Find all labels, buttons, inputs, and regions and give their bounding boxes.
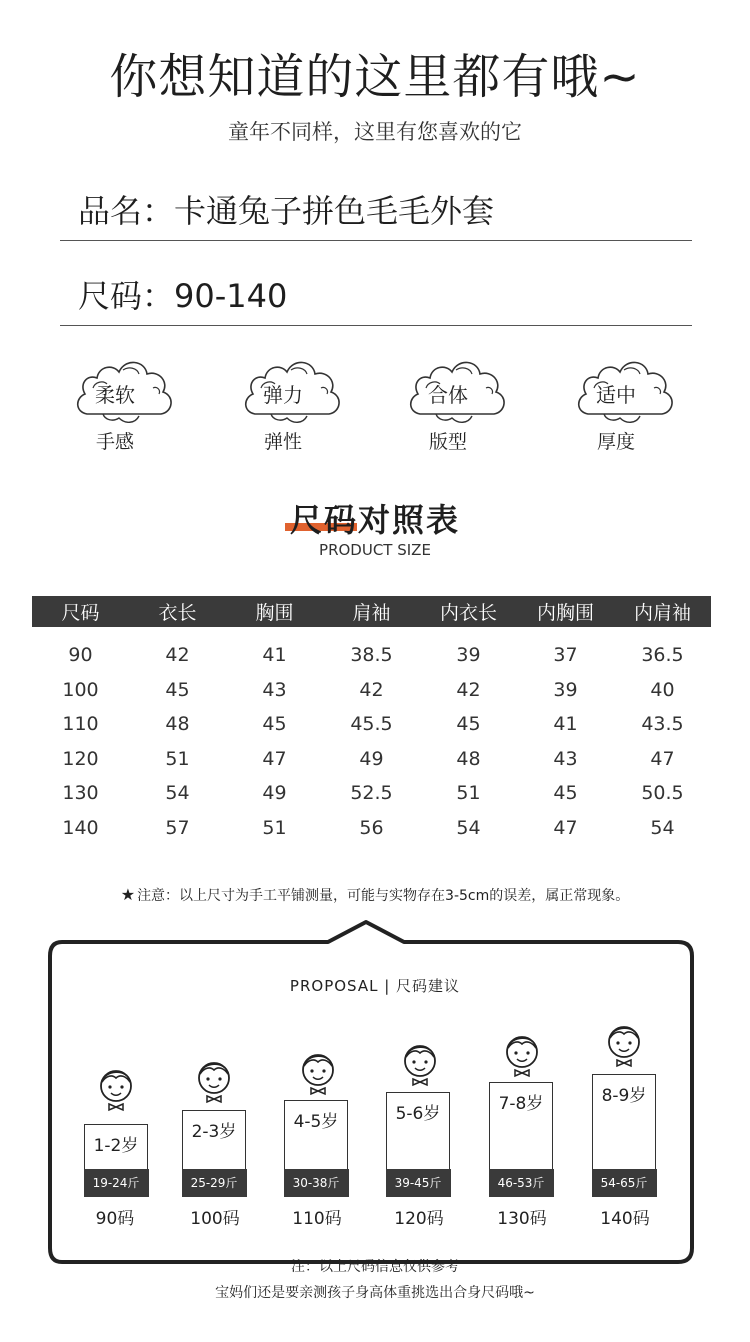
size-suggestion-130: [489, 1032, 555, 1196]
table-row: [32, 638, 711, 673]
weight-label: 54-65斤: [592, 1169, 657, 1197]
table-cell: 43: [262, 678, 287, 701]
size-code: 110码: [292, 1209, 342, 1229]
table-cell: 47: [553, 816, 578, 839]
child-icon: [604, 1022, 644, 1068]
size-suggestion-90: [84, 1066, 150, 1196]
weight-label: 25-29斤: [182, 1169, 247, 1197]
size-code: 90码: [95, 1209, 135, 1229]
table-cell: 52.5: [350, 782, 393, 805]
table-cell: 54: [650, 816, 675, 839]
age-box: [182, 1110, 246, 1196]
child-icon: [400, 1041, 440, 1087]
table-cell: 54: [165, 782, 190, 805]
column-header: 尺码: [32, 596, 129, 627]
size-code: 100码: [190, 1209, 240, 1229]
table-cell: 51: [262, 816, 287, 839]
star-icon: ★: [120, 885, 136, 904]
table-header-row: [32, 596, 711, 627]
product-name: 品名：卡通兔子拼色毛毛外套: [78, 192, 495, 230]
table-cell: 45.5: [350, 713, 393, 736]
table-cell: 50.5: [641, 782, 684, 805]
table-row: [32, 811, 711, 846]
table-cell: 110: [62, 713, 99, 736]
size-suggestion-110: [284, 1050, 350, 1196]
table-cell: 48: [165, 713, 190, 736]
table-cell: 54: [456, 816, 481, 839]
table-row: [32, 673, 711, 708]
size-code: 140码: [600, 1209, 650, 1229]
weight-label: 30-38斤: [284, 1169, 349, 1197]
table-cell: 100: [62, 678, 99, 701]
measurement-note: [0, 885, 750, 905]
table-cell: 56: [359, 816, 384, 839]
feature-softness: [73, 354, 183, 464]
table-cell: 39: [456, 644, 481, 667]
proposal-footnote: 注：以上尺码信息仅供参考: [291, 1259, 459, 1275]
age-label: 4-5岁: [293, 1112, 339, 1132]
feature-thickness: [574, 354, 684, 464]
feature-word: 弹力: [263, 383, 303, 407]
table-cell: 42: [359, 678, 384, 701]
size-suggestion-120: [386, 1041, 452, 1196]
feature-sub: 版型: [428, 431, 467, 453]
weight-label: 46-53斤: [489, 1169, 554, 1197]
age-label: 2-3岁: [191, 1122, 237, 1142]
proposal-title: PROPOSAL | 尺码建议: [289, 977, 461, 995]
table-cell: 49: [262, 782, 287, 805]
size-chart-subtitle: PRODUCT SIZE: [319, 541, 431, 559]
table-cell: 51: [456, 782, 481, 805]
age-box: [489, 1082, 553, 1196]
feature-fit: [406, 354, 516, 464]
feature-word: 合体: [428, 383, 468, 407]
table-cell: 45: [262, 713, 287, 736]
table-cell: 57: [165, 816, 190, 839]
product-name-row: [60, 182, 692, 241]
table-cell: 47: [262, 747, 287, 770]
page-subtitle: 童年不同样，这里有您喜欢的它: [228, 120, 522, 144]
table-row: [32, 707, 711, 742]
feature-elasticity: [241, 354, 351, 464]
table-cell: 39: [553, 678, 578, 701]
column-header: 内胸围: [517, 596, 614, 627]
table-cell: 38.5: [350, 644, 393, 667]
age-label: 1-2岁: [93, 1136, 139, 1156]
table-cell: 41: [553, 713, 578, 736]
measurement-note-text: 注意：以上尺寸为手工平铺测量，可能与实物存在3-5cm的误差，属正常现象。: [137, 888, 630, 904]
table-row: [32, 742, 711, 777]
weight-label: 19-24斤: [84, 1169, 149, 1197]
column-header: 内衣长: [420, 596, 517, 627]
age-box: [284, 1100, 348, 1196]
size-suggestion-100: [182, 1058, 248, 1196]
table-cell: 45: [456, 713, 481, 736]
table-cell: 130: [62, 782, 99, 805]
feature-word: 适中: [596, 383, 636, 407]
size-code: 130码: [497, 1209, 547, 1229]
table-cell: 48: [456, 747, 481, 770]
table-cell: 45: [553, 782, 578, 805]
page-title: 你想知道的这里都有哦~: [109, 49, 641, 105]
product-size: 尺码：90-140: [78, 277, 288, 315]
size-chart-title: 尺码对照表: [289, 501, 460, 539]
table-cell: 49: [359, 747, 384, 770]
table-cell: 42: [165, 644, 190, 667]
table-cell: 43: [553, 747, 578, 770]
table-cell: 47: [650, 747, 675, 770]
feature-word: 柔软: [95, 383, 135, 407]
table-cell: 41: [262, 644, 287, 667]
child-icon: [96, 1066, 136, 1112]
age-box: [386, 1092, 450, 1196]
feature-sub: 弹性: [263, 431, 302, 453]
table-cell: 51: [165, 747, 190, 770]
feature-sub: 手感: [95, 431, 134, 453]
column-header: 内肩袖: [614, 596, 711, 627]
column-header: 胸围: [226, 596, 323, 627]
table-cell: 42: [456, 678, 481, 701]
table-cell: 140: [62, 816, 99, 839]
age-box: [592, 1074, 656, 1196]
column-header: 衣长: [129, 596, 226, 627]
table-row: [32, 776, 711, 811]
table-cell: 120: [62, 747, 99, 770]
age-label: 7-8岁: [498, 1094, 544, 1114]
age-label: 5-6岁: [395, 1104, 441, 1124]
product-size-row: [60, 267, 692, 326]
age-box: [84, 1124, 148, 1196]
table-cell: 90: [68, 644, 93, 667]
proposal-advice: 宝妈们还是要亲测孩子身高体重挑选出合身尺码哦~: [215, 1285, 535, 1301]
table-cell: 36.5: [641, 644, 684, 667]
table-cell: 43.5: [641, 713, 684, 736]
table-cell: 40: [650, 678, 675, 701]
age-label: 8-9岁: [601, 1086, 647, 1106]
child-icon: [194, 1058, 234, 1104]
child-icon: [298, 1050, 338, 1096]
size-suggestion-140: [592, 1022, 658, 1196]
size-code: 120码: [394, 1209, 444, 1229]
feature-sub: 厚度: [596, 431, 635, 453]
table-cell: 45: [165, 678, 190, 701]
table-cell: 37: [553, 644, 578, 667]
child-icon: [502, 1032, 542, 1078]
column-header: 肩袖: [323, 596, 420, 627]
weight-label: 39-45斤: [386, 1169, 451, 1197]
size-chart-table: [32, 596, 711, 845]
